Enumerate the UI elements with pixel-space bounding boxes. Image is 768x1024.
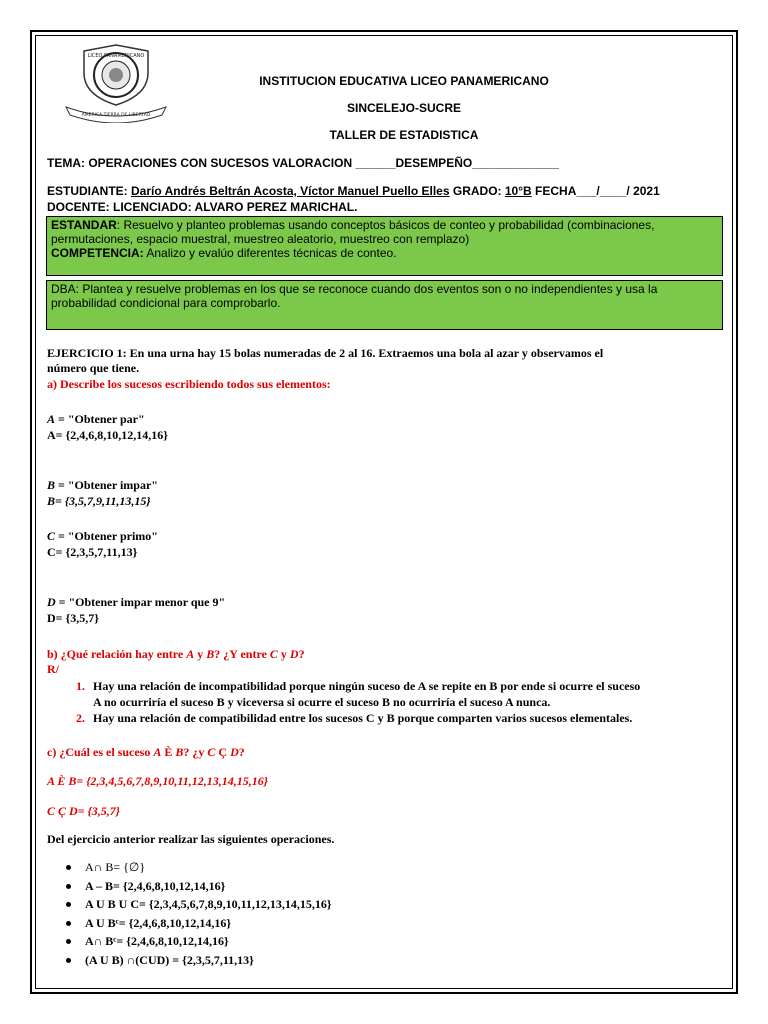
student-names: Darío Andrés Beltrán Acosta, Víctor Manuel Puello Elles (131, 184, 450, 198)
date-line: FECHA___/____/ 2021 (531, 184, 660, 198)
bullet-icon (66, 884, 71, 889)
dba-text: DBA: Plantea y resuelve problemas en los que se reconoce cuando dos eventos son o no independientes y usa la probabilidad condicional para comprobarlo. (51, 282, 658, 310)
grade-value: 10°B (504, 184, 532, 198)
operation-item: A U B U C= {2,3,4,5,6,7,8,9,10,11,12,13,14,15,16} (66, 897, 332, 912)
institution-title: INSTITUCION EDUCATIVA LICEO PANAMERICANO (259, 74, 549, 88)
list-item: A no ocurriría el suceso B y viceversa si ocurre el suceso B no ocurriría el suceso A nunca. (93, 695, 551, 709)
list-item: 2. Hay una relación de compatibilidad entre los sucesos C y B porque comparten varios sucesos elementales. (76, 711, 633, 725)
event-a-set: A= {2,4,6,8,10,12,14,16} (47, 428, 168, 442)
answers-list (47, 678, 727, 726)
dba-box (46, 280, 723, 330)
student-label: ESTUDIANTE: (47, 184, 131, 198)
bullet-icon (66, 902, 71, 907)
part-c-heading: c) ¿Cuál es el suceso A È B? ¿y C Ç D? (47, 745, 245, 759)
event-b-set: B= {3,5,7,9,11,13,15} (47, 494, 151, 508)
exercise-title-line2: número que tiene. (47, 361, 140, 375)
standard-box (46, 216, 723, 276)
union-result: A È B= {2,3,4,5,6,7,8,9,10,11,12,13,14,15,16} (47, 774, 268, 788)
event-a-definition: A = "Obtener par" (47, 412, 145, 426)
event-c-set: C= {2,3,5,7,11,13} (47, 545, 138, 559)
teacher-line: DOCENTE: LICENCIADO: ALVARO PEREZ MARICHAL. (47, 200, 358, 214)
logo-banner-text: AMERICA TIERRA DE LIBERTAD (81, 113, 151, 118)
intersection-result: C Ç D= {3,5,7} (47, 804, 120, 818)
workshop-title: TALLER DE ESTADISTICA (329, 128, 479, 142)
operation-item: A∩ B= {∅} (66, 860, 145, 875)
bullet-icon (66, 921, 71, 926)
grade-label: GRADO: (449, 184, 505, 198)
list-item: 1. Hay una relación de incompatibilidad porque ningún suceso de A se repite en B por ende si ocurre el suceso (76, 679, 641, 693)
city-title: SINCELEJO-SUCRE (346, 101, 462, 115)
operation-item: A – B= {2,4,6,8,10,12,14,16} (66, 879, 225, 894)
event-d-set: D= {3,5,7} (47, 611, 99, 625)
event-c-definition: C = "Obtener primo" (47, 529, 158, 543)
student-line (47, 184, 660, 198)
operations-title: Del ejercicio anterior realizar las siguientes operaciones. (47, 832, 335, 846)
tema-line: TEMA: OPERACIONES CON SUCESOS VALORACION ______DESEMPEÑO_____________ (47, 156, 559, 170)
logo-ring-text: LICEO PANAMERICANO (87, 53, 145, 59)
bullet-icon (66, 939, 71, 944)
operation-item: (A U B) ∩(CUD) = {2,3,5,7,11,13} (66, 953, 254, 968)
event-b-definition: B = "Obtener impar" (47, 478, 158, 492)
operation-item: A∩ Bᶜ= {2,4,6,8,10,12,14,16} (66, 934, 229, 949)
bullet-icon (66, 958, 71, 963)
exercise-title-line1: EJERCICIO 1: En una urna hay 15 bolas numeradas de 2 al 16. Extraemos una bola al azar y observamos el (47, 346, 604, 360)
answer-label: R/ (47, 662, 59, 676)
operation-item: A U Bᶜ= {2,4,6,8,10,12,14,16} (66, 916, 231, 931)
part-a-heading: a) Describe los sucesos escribiendo todos sus elementos: (47, 377, 331, 391)
event-d-definition: D = "Obtener impar menor que 9" (47, 595, 226, 609)
standard-text: : Resuelvo y planteo problemas usando conceptos básicos de conteo y probabilidad (combinaciones, permutaciones, espacio muestral, muestreo aleatorio, muestreo con remplazo) (51, 218, 655, 246)
competence-label: COMPETENCIA: (51, 246, 144, 260)
competence-text: Analizo y evalúo diferentes técnicas de conteo. (143, 246, 397, 260)
standard-label: ESTANDAR (51, 218, 117, 232)
part-b-heading: b) ¿Qué relación hay entre A y B? ¿Y entre C y D? (47, 647, 305, 661)
bullet-icon (66, 865, 71, 870)
